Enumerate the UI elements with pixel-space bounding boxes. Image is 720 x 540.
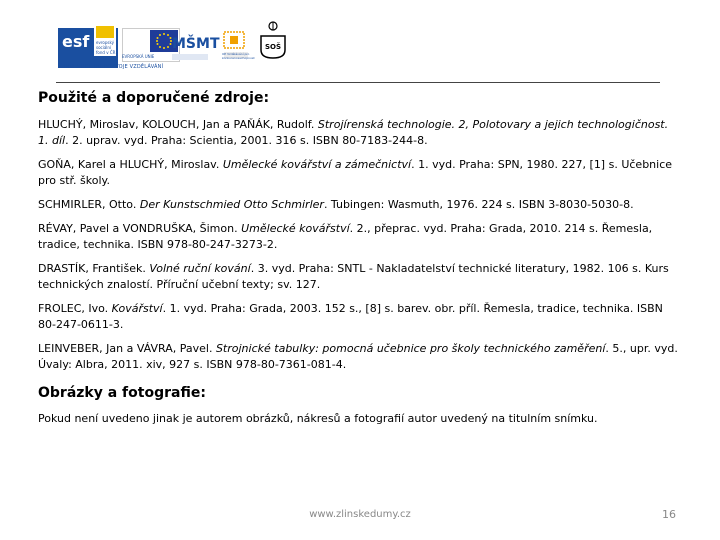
header-divider <box>56 82 660 83</box>
sos-logo <box>258 20 288 60</box>
op-logo <box>222 30 255 62</box>
esf-logo-caption: evropský sociální fond v ČR <box>96 40 116 55</box>
reference-item: LEINVEBER, Jan a VÁVRA, Pavel. Strojnické tabulky: pomocná učebnice pro školy technického zaměření. 5., upr. vyd. Úvaly: Albra, 2011. xiv, 927 s. ISBN 978-80-7361-081-4. <box>38 342 678 371</box>
svg-text:SOŠ: SOŠ <box>265 43 282 51</box>
svg-text:MŠMT: MŠMT <box>172 36 220 52</box>
main-content <box>38 90 682 427</box>
logo-strip <box>58 20 298 70</box>
reference-item: SCHMIRLER, Otto. Der Kunstschmied Otto Schmirler. Tubingen: Wasmuth, 1976. 224 s. ISBN 3-8030-5030-8. <box>38 198 634 211</box>
reference-item: RÉVAY, Pavel a VONDRUŠKA, Šimon. Umělecké kovářství. 2., přeprac. vyd. Praha: Grada, 2010. 214 s. Řemesla, tradice, technika. ISBN 978-80-247-3273-2. <box>38 222 653 251</box>
reference-item: DRASTÍK, František. Volné ruční kování. 3. vyd. Praha: SNTL - Nakladatelství technické literatury, 1982. 106 s. Kurs technických znalostí. Příruční učební texty; sv. 127. <box>38 262 669 291</box>
esf-logo-text: esf <box>62 32 90 51</box>
page-number: 16 <box>662 508 676 521</box>
reference-item: FROLEC, Ivo. Kovářství. 1. vyd. Praha: Grada, 2003. 152 s., [8] s. barev. obr. příl. Řemesla, tradice, technika. ISBN 80-247-0611-3. <box>38 302 663 331</box>
images-heading: Obrázky a fotografie: <box>38 385 206 401</box>
eu-logo-caption: EVROPSKÁ UNIE <box>122 54 155 59</box>
images-note: Pokud není uvedeno jinak je autorem obrázků, nákresů a fotografií autor uvedený na titulním snímku. <box>38 412 598 425</box>
reference-item: GOŇA, Karel a HLUCHÝ, Miroslav. Umělecké kovářství a zámečnictví. 1. vyd. Praha: SPN, 1980. 227, [1] s. Učebnice pro stř. školy. <box>38 158 673 187</box>
op-logo-caption: OP Vzdělávání pro konkurenceschopnost <box>222 52 255 60</box>
sources-heading: Použité a doporučené zdroje: <box>38 90 270 106</box>
investice-tagline: INVESTICE DO ROZVOJE VZDĚLÁVÁNÍ <box>64 64 164 70</box>
footer-url: www.zlinskedumy.cz <box>309 509 411 520</box>
msmt-logo <box>170 22 220 66</box>
reference-item: HLUCHÝ, Miroslav, KOLOUCH, Jan a PAŇÁK, Rudolf. Strojírenská technologie. 2, Polotovary a jejich technologičnost. 1. díl. 2. uprav. vyd. Praha: Scientia, 2001. 316 s. ISBN 80-7183-244-8. <box>38 118 669 147</box>
